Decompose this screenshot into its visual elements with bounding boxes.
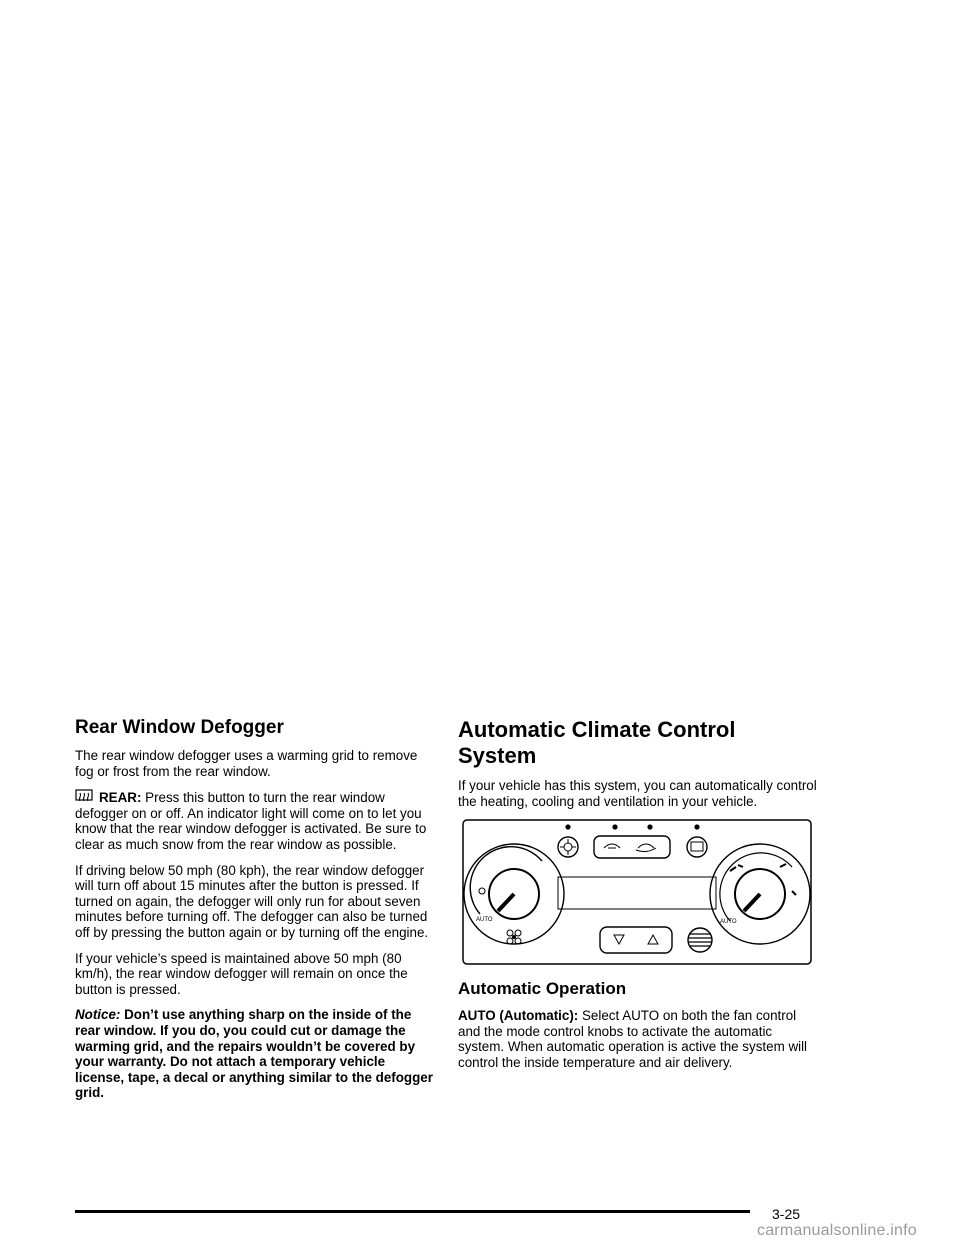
climate-control-heading: Automatic Climate Control System	[458, 717, 736, 768]
sensor-grille	[688, 928, 712, 952]
footer-rule	[75, 1210, 750, 1213]
auto-operation-paragraph	[458, 1008, 818, 1070]
notice-label: Notice:	[75, 1007, 121, 1023]
defogger-timer-paragraph: If driving below 50 mph (80 kph), the rear window defogger will turn off about 15 minutes after the button is pressed. If turned on again, the defogger will only run for about seven minutes before turning off. The defogger can also be turned off by pressing the button again or by turning off the engine.	[75, 862, 429, 940]
left-column	[75, 717, 435, 1111]
defogger-intro: The rear window defogger uses a warming grid to remove fog or frost from the rear window.	[75, 748, 418, 779]
climate-control-panel-illustration	[462, 819, 812, 965]
defogger-speed-paragraph: If your vehicle’s speed is maintained above 50 mph (80 km/h), the rear window defogger will remain on once the button is pressed.	[75, 950, 408, 997]
auto-label: AUTO (Automatic):	[458, 1008, 579, 1024]
notice-text: Don’t use anything sharp on the inside of the rear window. If you do, you could cut or damage the warming grid, and the repairs wouldn’t be covered by your warranty. Do not attach a temporary vehicle license, tape, a decal or anything similar to the defogger grid.	[75, 1007, 433, 1101]
rear-text: Press this button to turn the rear window defogger on or off. An indicator light will come on to let you know that the rear window defogger is activated. Be sure to clear as much snow from the rear window as possible.	[75, 790, 427, 852]
right-knob-auto-label: AUTO	[720, 919, 737, 926]
rear-label: REAR:	[99, 790, 142, 806]
rear-window-defogger-heading: Rear Window Defogger	[75, 717, 284, 738]
left-knob-auto-label: AUTO	[476, 917, 493, 924]
automatic-operation-subheading: Automatic Operation	[458, 979, 627, 999]
right-column	[458, 717, 818, 1081]
page-number: 3-25	[772, 1206, 801, 1222]
watermark: carmanualsonline.info	[757, 1222, 917, 1239]
climate-intro: If your vehicle has this system, you can automatically control the heating, cooling and ventilation in your vehicle.	[458, 778, 817, 809]
rear-button-description	[75, 789, 435, 852]
auto-text: Select AUTO on both the fan control and the mode control knobs to activate the automatic system. When automatic operation is active the system will control the inside temperature and air delivery.	[458, 1008, 808, 1070]
rear-defog-icon	[75, 789, 93, 804]
defogger-notice	[75, 1007, 435, 1101]
